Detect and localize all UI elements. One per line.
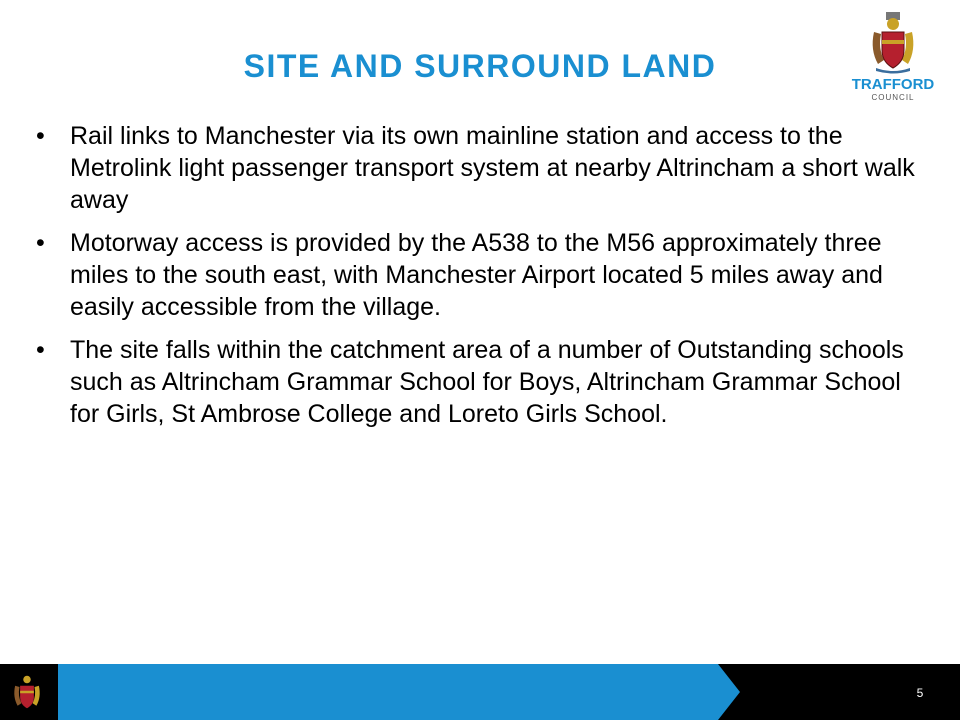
footer-crest-icon: [10, 672, 44, 712]
bullet-text: Motorway access is provided by the A538 to the M56 approximately three miles to the south east, with Manchester Airport located 5 miles away and easily accessible from the village.: [70, 229, 883, 321]
footer-bar: [0, 664, 960, 720]
bullet-item: [36, 334, 916, 430]
logo-wordmark: TRAFFORD: [851, 76, 935, 93]
logo-subtitle: COUNCIL: [871, 93, 915, 102]
page-number: 5: [916, 686, 924, 700]
bullet-text: Rail links to Manchester via its own mainline station and access to the Metrolink light passenger transport system at nearby Altrincham a short walk away: [70, 122, 915, 214]
bullet-text: The site falls within the catchment area of a number of Outstanding schools such as Altrincham Grammar School for Boys, Altrincham Grammar School for Girls, St Ambrose College and Loreto Girls School.: [70, 336, 904, 428]
bullet-item: [36, 120, 916, 216]
bullet-item: [36, 227, 916, 323]
trafford-crest-icon: [868, 10, 918, 74]
bullet-marker: •: [36, 122, 45, 150]
bullet-marker: •: [36, 229, 45, 257]
slide-title: SITE AND SURROUND LAND: [243, 48, 717, 84]
footer-accent-band: [58, 664, 740, 720]
bullet-marker: •: [36, 336, 45, 364]
bullet-list: [36, 120, 916, 441]
trafford-council-logo: [848, 10, 938, 106]
